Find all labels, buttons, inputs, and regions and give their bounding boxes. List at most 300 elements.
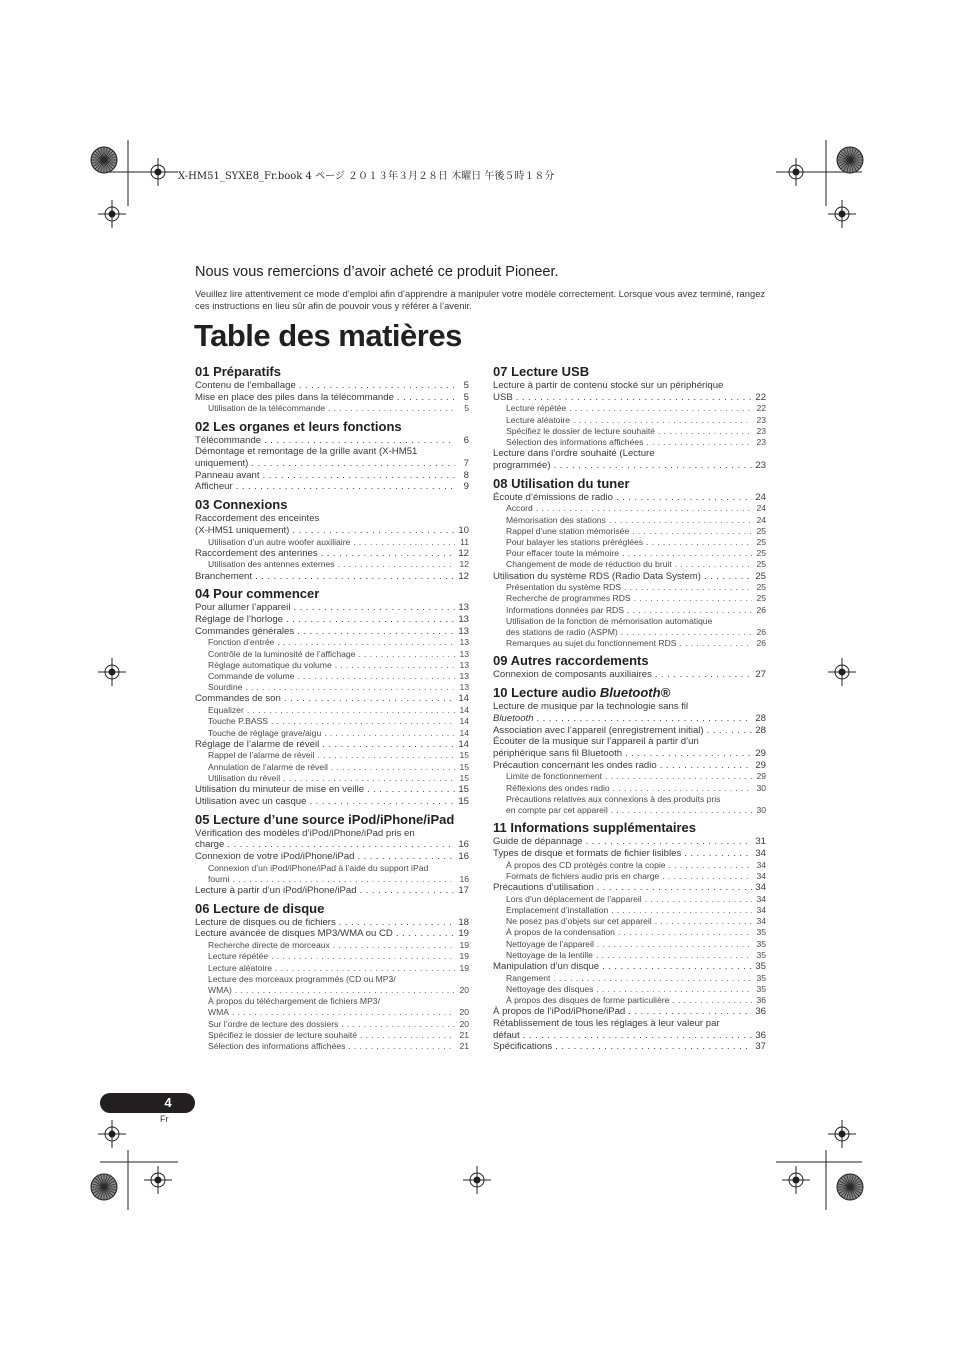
toc-entry [493,1041,766,1053]
registration-mark-icon [98,1120,126,1148]
entry-page: 23 [756,437,766,448]
entry-page: 22 [755,391,766,403]
toc-section [195,586,469,807]
toc-entry [195,481,469,493]
entry-text: Recherche directe de morceaux [208,940,330,951]
entry-page: 14 [459,716,469,727]
dot-leader [573,415,752,426]
entry-text-line: Précautions relatives aux connexions à des produits pris [506,793,721,804]
entry-page: 30 [756,782,766,793]
entry-text: Rappel d’une station mémorisée [506,525,630,536]
toc-subentry [493,616,766,638]
dot-leader [333,940,455,951]
entry-page: 35 [756,938,766,949]
toc-subentry [195,682,469,693]
entry-text: Guide de dépannage [493,836,583,848]
entry-page: 19 [458,928,469,940]
entry-row [506,526,766,537]
entry-row [208,985,469,996]
entry-page: 15 [459,750,469,761]
entry-row [506,537,766,548]
page-badge [100,1093,195,1113]
entry-row [506,950,766,961]
dot-leader [284,693,455,705]
entry-page: 25 [756,593,766,604]
entry-row [506,871,766,882]
entry-text: Utilisation d’un autre woofer auxiliaire [208,536,351,547]
toc-subentry [493,537,766,548]
section-title-text: 11 Informations supplémentaires [493,820,697,836]
color-calibration-disc-icon [91,147,117,173]
entry-row [506,593,766,604]
toc-entry [195,602,469,614]
entry-text: Ne posez pas d’objets sur cet appareil [506,916,652,927]
toc-subentry [493,593,766,604]
registration-mark-icon [98,200,126,228]
entry-text: Manipulation d’un disque [493,960,600,972]
entry-page: 13 [458,614,469,626]
dot-leader [605,771,752,782]
toc-entry [493,1006,766,1018]
dot-leader [251,458,455,470]
entry-page: 34 [756,904,766,915]
dot-leader [358,649,455,660]
entry-text: Sur l’ordre de lecture des dossiers [208,1018,339,1029]
entry-text: À propos des disques de forme particulière [506,995,670,1006]
toc-subentry [493,984,766,995]
toc-entry [493,961,766,973]
dot-leader [367,784,455,796]
color-calibration-disc-icon [837,1174,863,1200]
entry-page: 13 [459,659,469,670]
dot-leader [618,927,752,938]
dot-leader [236,481,455,493]
toc-subentry [195,1030,469,1041]
entry-text: Lecture aléatoire [208,962,273,973]
entry-text: Utilisation avec un casque [195,795,307,807]
entry-text: Remarques au sujet du fonctionnement RDS [506,638,677,649]
entry-text: Limite de fonctionnement [506,771,603,782]
entry-text-line: Lecture des morceaux programmés (CD ou MP3/ [208,973,396,984]
entry-text-line: Lecture de musique par la technologie sans fil [493,701,689,713]
entry-page: 25 [756,525,766,536]
entry-text: Annulation de l’alarme de réveil [208,761,328,772]
dot-leader [646,537,752,548]
dot-leader [662,871,752,882]
page-language: Fr [160,1114,169,1124]
dot-leader [609,515,752,526]
entry-row [506,548,766,559]
entry-page: 35 [756,949,766,960]
section-title-italic: Bluetooth® [599,685,671,701]
entry-row [506,627,766,638]
entry-row [208,705,469,716]
toc-subentry [195,637,469,648]
entry-row [493,492,766,504]
toc-entry [195,571,469,583]
entry-page: 27 [755,669,766,681]
entry-text: Mise en place des piles dans la télécommande [195,391,394,403]
entry-row [195,928,469,940]
section-title [493,364,766,379]
entry-text: Lors d’un déplacement de l’appareil [506,893,642,904]
registration-mark-icon [463,1166,491,1194]
entry-row [506,403,766,414]
dot-leader [324,728,455,739]
entry-row [506,638,766,649]
entry-text: Sélection des informations affichées [208,1040,346,1051]
dot-leader [227,839,455,851]
section-title-text: 03 Connexions [195,497,288,513]
toc-subentry [195,996,469,1018]
toc-subentry [493,871,766,882]
entry-text: Spécifications [493,1041,553,1053]
toc-entry [493,848,766,860]
entry-row [493,848,766,860]
entry-page: 21 [459,1029,469,1040]
entry-page: 14 [458,693,469,705]
entry-row [493,1041,766,1053]
section-title-text: 04 Pour commencer [195,586,320,602]
entry-page: 28 [755,712,766,724]
entry-row [208,773,469,784]
entry-text: Spécifiez le dossier de lecture souhaité [208,1029,358,1040]
dot-leader [707,725,752,737]
toc-subentry [195,705,469,716]
toc-subentry [493,950,766,961]
entry-row [208,1030,469,1041]
entry-row [208,403,469,414]
entry-text: Emplacement d’installation [506,904,609,915]
entry-row [493,669,766,681]
toc-subentry [493,783,766,794]
entry-text: À propos de l’iPod/iPhone/iPad [493,1006,626,1018]
dot-leader [277,637,455,648]
dot-leader [597,939,752,950]
dot-leader [331,762,455,773]
entry-row [506,905,766,916]
toc-subentry [195,974,469,996]
entry-row [208,682,469,693]
entry-row [208,951,469,962]
entry-text: Nettoyage de la lentille [506,949,593,960]
toc-section [195,901,469,1052]
entry-row [506,995,766,1006]
page-number: 4 [164,1095,172,1110]
dot-leader [322,739,455,751]
entry-row [506,559,766,570]
entry-page: 25 [756,559,766,570]
entry-page: 25 [756,548,766,559]
entry-row [493,836,766,848]
toc-subentry [195,940,469,951]
toc-subentry [195,1041,469,1052]
dot-leader [586,836,752,848]
entry-page: 5 [464,403,469,414]
dot-leader [602,961,752,973]
dot-leader [569,403,752,414]
section-title [195,419,469,434]
entry-row [195,693,469,705]
section-title [195,497,469,512]
entry-text: des stations de radio (ASPM) [506,627,618,638]
dot-leader [397,392,455,404]
entry-row [506,860,766,871]
toc-entry [195,851,469,863]
entry-text: Commandes générales [195,625,295,637]
entry-row [208,750,469,761]
entry-text: charge [195,839,225,851]
section-title [195,901,469,916]
toc-entry [493,701,766,724]
entry-row [195,917,469,929]
dot-leader [360,1030,455,1041]
entry-row [506,582,766,593]
dot-leader [233,874,456,885]
toc-subentry [195,728,469,739]
dot-leader [634,593,752,604]
entry-row [208,762,469,773]
dot-leader [597,882,752,894]
entry-text: Utilisation du minuteur de mise en veille [195,784,365,796]
dot-leader [596,984,752,995]
toc-subentry [493,437,766,448]
registration-mark-icon [144,158,172,186]
section-title [195,586,469,601]
entry-page: 25 [755,570,766,582]
entry-row [506,426,766,437]
entry-text: Connexion de composants auxiliaires [493,669,652,681]
toc-subentry [493,973,766,984]
entry-row [208,963,469,974]
entry-row [195,851,469,863]
entry-page: 24 [756,514,766,525]
section-title [493,820,766,835]
dot-leader [338,559,455,570]
toc-subentry [493,403,766,414]
entry-page: 29 [756,771,766,782]
dot-leader [321,548,455,560]
entry-text: Réglage automatique du volume [208,659,332,670]
entry-page: 18 [458,916,469,928]
intro-text: Veuillez lire attentivement ce mode d’emploi afin d’apprendre à manipuler votre modèle correctement. Lorsque vous avez terminé, rangez ces instructions en lieu sûr afin de pouvoir vous y référer à l’avenir. [195,288,766,311]
dot-leader [297,626,455,638]
entry-text: Télécommande [195,434,262,446]
dot-leader [675,559,752,570]
dot-leader [628,1006,752,1018]
toc-entry [493,725,766,737]
toc-subentry [195,671,469,682]
toc-column-left [195,364,469,1056]
entry-row [506,973,766,984]
dot-leader [611,905,752,916]
toc-subentry [493,905,766,916]
entry-page: 20 [459,1007,469,1018]
toc-subentry [493,939,766,950]
registration-mark-icon [828,1120,856,1148]
toc-subentry [195,559,469,570]
entry-text: Pour balayer les stations préréglées [506,536,644,547]
entry-text: Lecture de disques ou de fichiers [195,916,336,928]
entry-page: 20 [459,984,469,995]
entry-text: Contenu de l’emballage [195,380,296,391]
toc-entry [195,917,469,929]
entry-page: 35 [756,927,766,938]
entry-page: 14 [459,705,469,716]
toc-subentry [195,716,469,727]
dot-leader [309,796,455,808]
entry-text: Mémorisation des stations [506,514,606,525]
entry-row [506,916,766,927]
entry-row [506,927,766,938]
dot-leader [537,713,752,725]
entry-page: 35 [756,983,766,994]
entry-page: 15 [458,795,469,807]
section-title-text: 07 Lecture USB [493,364,590,379]
entry-text: Accord [506,503,533,514]
entry-text: Lecture répétée [506,403,567,414]
entry-text: Réflexions des ondes radio [506,782,610,793]
section-title-text: 10 Lecture audio [493,685,600,701]
dot-leader [292,525,455,537]
toc-subentry [493,995,766,1006]
toc-entry [195,739,469,751]
entry-page: 24 [755,491,766,503]
toc-entry [493,736,766,759]
entry-text: À propos de la condensation [506,927,615,938]
entry-text: Equalizer [208,705,244,716]
entry-text: Lecture à partir d’un iPod/iPhone/iPad [195,885,357,897]
dot-leader [684,848,752,860]
entry-text: Types de disque et formats de fichier lisibles [493,847,682,859]
dot-leader [655,669,752,681]
entry-page: 16 [458,839,469,851]
toc-subentry [195,750,469,761]
entry-row [493,1030,766,1042]
registration-mark-icon [782,1166,810,1194]
entry-text-line: Lecture à partir de contenu stocké sur un périphérique [493,380,724,391]
print-header: X-HM51_SYXE8_Fr.book 4 ページ ２０１３年３月２８日 木曜日 午後５時１８分 [178,171,555,182]
entry-page: 5 [463,391,469,403]
toc-entry [195,513,469,536]
toc-subentry [493,638,766,649]
entry-page: 13 [459,671,469,682]
entry-page: 34 [755,882,766,894]
entry-page: 13 [458,625,469,637]
dot-leader [263,470,455,482]
dot-leader [646,437,752,448]
dot-leader [232,1007,455,1018]
entry-row [195,796,469,808]
toc-entry [195,392,469,404]
entry-text-line: Vérification des modèles d’iPod/iPhone/iPad pris en [195,827,415,839]
toc-section [493,820,766,1053]
toc-entry [493,1018,766,1041]
entry-text: Utilisation du système RDS (Radio Data System) [493,570,701,582]
toc-subentry [195,951,469,962]
entry-page: 13 [459,682,469,693]
toc-entry [493,448,766,471]
entry-page: 20 [459,1018,469,1029]
entry-row [493,748,766,760]
entry-row [208,1041,469,1052]
section-title-text: 05 Lecture d’une source iPod/iPhone/iPad [195,811,455,827]
dot-leader [328,403,455,414]
entry-page: 8 [463,469,469,481]
dot-leader [271,716,455,727]
dot-leader [516,392,752,404]
entry-page: 15 [458,784,469,796]
entry-page: 26 [756,638,766,649]
entry-text: Touche P.BASS [208,716,269,727]
entry-text: Branchement [195,570,253,582]
toc-subentry [195,537,469,548]
entry-page: 22 [756,403,766,414]
entry-row [195,739,469,751]
section-title-text: 02 Les organes et leurs fonctions [195,418,402,434]
entry-page: 34 [756,870,766,881]
toc-subentry [493,927,766,938]
entry-page: 37 [755,1041,766,1053]
entry-row [506,437,766,448]
entry-text-line: Raccordement des enceintes [195,513,320,525]
entry-page: 36 [755,1006,766,1018]
dot-leader [396,928,455,940]
entry-text: Fonction d’entrée [208,637,275,648]
entry-text: Utilisation du réveil [208,772,281,783]
entry-page: 35 [755,960,766,972]
entry-row [493,460,766,472]
entry-page: 36 [755,1029,766,1041]
toc-entry [195,614,469,626]
entry-page: 31 [755,836,766,848]
dot-leader [523,1030,752,1042]
entry-page: 5 [463,380,469,391]
dot-leader [613,783,752,794]
dot-leader [318,750,455,761]
entry-row [195,885,469,897]
entry-text: Contrôle de la luminosité de l’affichage [208,648,356,659]
entry-text: Rappel de l’alarme de réveil [208,750,315,761]
dot-leader [271,951,455,962]
toc-section [493,364,766,472]
dot-leader [616,492,752,504]
toc-entry [493,380,766,403]
toc-section [493,653,766,681]
entry-text: Nettoyage des disques [506,983,594,994]
entry-page: 23 [756,414,766,425]
entry-row [195,380,469,392]
toc-entry [195,380,469,392]
entry-text: Lecture répétée [208,951,269,962]
toc-subentry [493,415,766,426]
toc-subentry [493,916,766,927]
toc-column-right [493,364,766,1057]
entry-row [506,503,766,514]
dot-leader [348,1041,455,1052]
dot-leader [293,602,455,614]
entry-page: 13 [459,648,469,659]
entry-page: 34 [756,859,766,870]
toc-entry [195,626,469,638]
entry-text: Nettoyage de l’appareil [506,938,594,949]
entry-text: défaut [493,1029,520,1041]
dot-leader [669,860,752,871]
toc-entry [493,760,766,772]
entry-text: Rangement [506,972,551,983]
toc-entry [195,784,469,796]
entry-row [208,716,469,727]
